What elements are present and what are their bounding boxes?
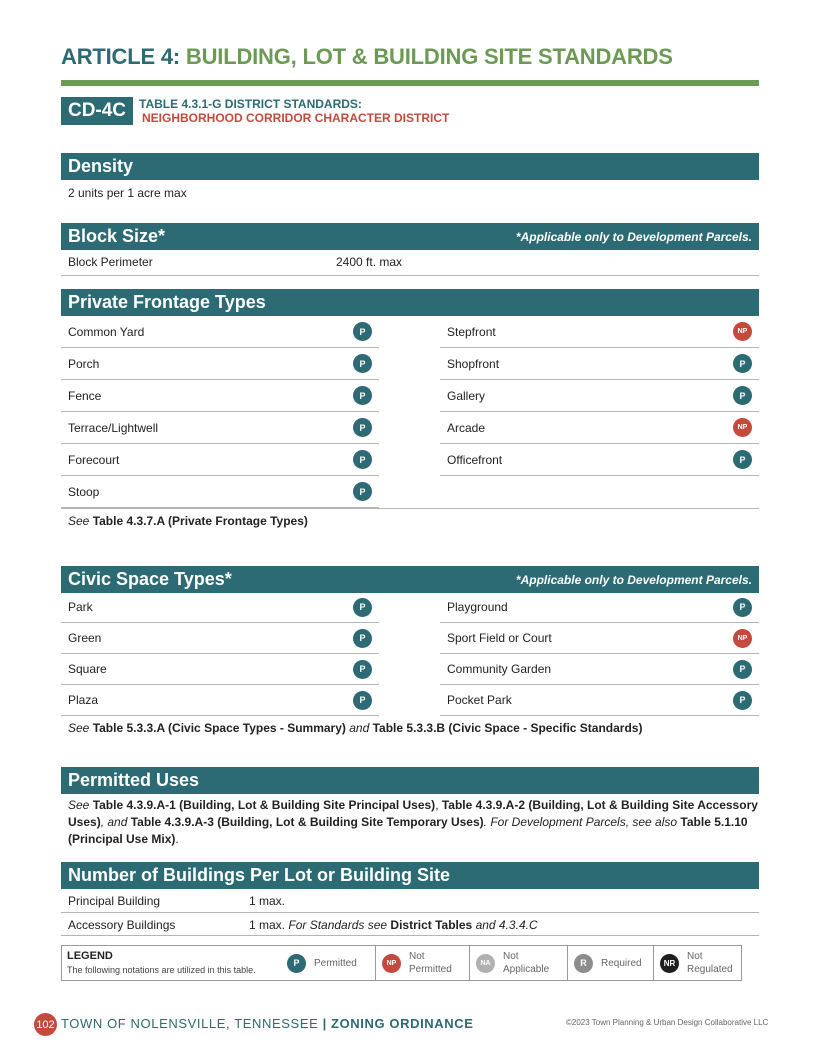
divider: [61, 935, 759, 936]
required-badge: R: [574, 954, 593, 973]
legend-label: Not Regulated: [687, 951, 733, 975]
legend-subtitle: The following notations are utilized in this table.: [67, 964, 256, 975]
see-label: See: [68, 721, 93, 735]
legend-label: Required: [601, 957, 642, 969]
accessory-max: 1 max.: [249, 918, 289, 932]
uses-table-ref-4: Table 5.1.10 (Principal Use Mix): [68, 815, 748, 846]
frontage-header: [61, 289, 759, 316]
permitted-badge: P: [353, 354, 372, 373]
frontage-name: Shopfront: [447, 356, 500, 371]
not-permitted-badge: NP: [733, 322, 752, 341]
see-label: See: [68, 514, 93, 528]
civic-row: [61, 623, 379, 654]
legend-label: Permitted: [314, 957, 357, 969]
permitted-badge: P: [733, 691, 752, 710]
permitted-badge: P: [733, 450, 752, 469]
frontage-title: Private Frontage Types: [68, 292, 266, 312]
frontage-row: [61, 412, 379, 444]
permitted-badge: P: [353, 450, 372, 469]
frontage-row: [440, 444, 759, 476]
civic-row: [61, 592, 379, 623]
civic-header: [61, 566, 759, 593]
buildings-header: [61, 862, 759, 889]
civic-name: Community Garden: [447, 662, 552, 676]
footer-town: TOWN OF NOLENSVILLE, TENNESSEE: [61, 1016, 323, 1031]
civic-title: Civic Space Types*: [68, 569, 232, 589]
article-name: BUILDING, LOT & BUILDING SITE STANDARDS: [185, 44, 673, 69]
permitted-badge: P: [733, 598, 752, 617]
principal-building-label: Principal Building: [68, 894, 161, 908]
frontage-row: [440, 348, 759, 380]
frontage-name: Gallery: [447, 388, 486, 403]
legend-item-not-applicable: [469, 946, 567, 980]
table-title: TABLE 4.3.1-G DISTRICT STANDARDS:: [139, 97, 362, 111]
block-size-title: Block Size*: [68, 226, 166, 246]
not-permitted-badge: NP: [733, 629, 752, 648]
divider: [61, 275, 759, 276]
frontage-row: [61, 316, 379, 348]
block-size-header: [61, 223, 759, 250]
article-prefix: ARTICLE 4:: [61, 44, 186, 69]
legend-label: Not Permitted: [409, 951, 452, 975]
accessory-buildings-value: [249, 918, 538, 932]
frontage-name: Arcade: [447, 420, 486, 435]
frontage-name: Porch: [68, 356, 100, 371]
accessory-for: For Standards see: [288, 918, 391, 932]
and-label: , and: [100, 815, 131, 829]
civic-name: Park: [68, 600, 93, 614]
footer-copyright: ©2023 Town Planning & Urban Design Collaborative LLC: [566, 1018, 769, 1027]
frontage-row: [61, 348, 379, 380]
accessory-and: and 4.3.4.C: [472, 918, 538, 932]
permitted-badge: P: [353, 322, 372, 341]
legend-item-not-regulated: [653, 946, 741, 980]
permitted-badge: P: [733, 386, 752, 405]
frontage-name: Fence: [68, 388, 102, 403]
civic-row: [440, 623, 759, 654]
frontage-table-ref: Table 4.3.7.A (Private Frontage Types): [92, 514, 308, 528]
density-value: 2 units per 1 acre max: [68, 186, 187, 200]
permitted-badge: P: [353, 691, 372, 710]
frontage-row: [61, 380, 379, 412]
permitted-uses-title: Permitted Uses: [68, 770, 200, 790]
legend-title: LEGEND: [67, 949, 113, 962]
civic-row: [440, 685, 759, 716]
footer-doc: ZONING ORDINANCE: [326, 1016, 474, 1031]
legend-title-cell: [62, 946, 281, 980]
permitted-badge: P: [353, 386, 372, 405]
permitted-badge: P: [353, 629, 372, 648]
frontage-name: Stepfront: [447, 324, 496, 339]
permitted-badge: P: [287, 954, 306, 973]
permitted-badge: P: [353, 418, 372, 437]
block-perimeter-label: Block Perimeter: [68, 255, 153, 269]
civic-row: [440, 592, 759, 623]
civic-see-note: [68, 721, 642, 735]
civic-name: Plaza: [68, 693, 99, 707]
permitted-badge: P: [353, 482, 372, 501]
density-header: [61, 153, 759, 180]
district-code-badge: CD-4C: [61, 97, 133, 125]
see-label: See: [68, 798, 93, 812]
legend-item-not-permitted: [375, 946, 469, 980]
uses-table-ref-3: Table 4.3.9.A-3 (Building, Lot & Building Site Temporary Uses): [130, 815, 484, 829]
frontage-name: Stoop: [68, 484, 100, 499]
buildings-title: Number of Buildings Per Lot or Building Site: [68, 865, 450, 885]
comma: ,: [435, 798, 442, 812]
page-number: 102: [34, 1013, 57, 1036]
civic-table-ref-2: Table 5.3.3.B (Civic Space - Specific Standards): [372, 721, 643, 735]
frontage-name: Officefront: [447, 452, 503, 467]
civic-name: Sport Field or Court: [447, 631, 552, 645]
frontage-name: Common Yard: [68, 324, 145, 339]
accessory-buildings-label: Accessory Buildings: [68, 918, 176, 932]
frontage-row: [61, 476, 379, 508]
permitted-uses-header: [61, 767, 759, 794]
article-title: [61, 44, 673, 70]
frontage-row: [440, 316, 759, 348]
permitted-badge: P: [353, 660, 372, 679]
period: .: [175, 832, 179, 846]
civic-row: [61, 685, 379, 716]
civic-name: Pocket Park: [447, 693, 512, 707]
civic-row: [61, 654, 379, 685]
permitted-uses-text: [68, 797, 758, 848]
civic-note: *Applicable only to Development Parcels.: [515, 572, 752, 587]
footer-separator: |: [322, 1016, 327, 1031]
frontage-row: [61, 444, 379, 476]
divider: [61, 508, 759, 509]
block-perimeter-value: 2400 ft. max: [336, 255, 403, 269]
permitted-badge: P: [733, 354, 752, 373]
divider: [61, 912, 759, 913]
legend: [61, 945, 742, 981]
civic-name: Square: [68, 662, 107, 676]
frontage-name: Forecourt: [68, 452, 120, 467]
civic-name: Green: [68, 631, 102, 645]
not-permitted-badge: NP: [382, 954, 401, 973]
development-parcels-note: . For Development Parcels, see also: [483, 815, 681, 829]
block-size-note: *Applicable only to Development Parcels.: [515, 229, 752, 244]
legend-label: Not Applicable: [503, 951, 550, 975]
not-permitted-badge: NP: [733, 418, 752, 437]
civic-row: [440, 654, 759, 685]
civic-name: Playground: [447, 600, 508, 614]
uses-table-ref-2: Table 4.3.9.A-2 (Building, Lot & Building Site Accessory Uses): [68, 798, 758, 829]
header-rule: [61, 80, 759, 86]
district-name: NEIGHBORHOOD CORRIDOR CHARACTER DISTRICT: [142, 111, 450, 125]
not-applicable-badge: NA: [476, 954, 495, 973]
frontage-name: Terrace/Lightwell: [68, 420, 159, 435]
civic-table-ref-1: Table 5.3.3.A (Civic Space Types - Summary): [92, 721, 346, 735]
frontage-see-note: [68, 514, 308, 528]
permitted-badge: P: [733, 660, 752, 679]
legend-item-required: [567, 946, 653, 980]
uses-table-ref-1: Table 4.3.9.A-1 (Building, Lot & Building Site Principal Uses): [92, 798, 436, 812]
not-regulated-badge: NR: [660, 954, 679, 973]
and-label: and: [345, 721, 373, 735]
district-tables-ref: District Tables: [390, 918, 473, 932]
legend-item-permitted: [281, 946, 375, 980]
principal-building-value: 1 max.: [249, 894, 286, 908]
frontage-row: [440, 380, 759, 412]
density-title: Density: [68, 156, 134, 176]
frontage-row: [440, 412, 759, 444]
footer-title: [61, 1016, 474, 1031]
permitted-badge: P: [353, 598, 372, 617]
